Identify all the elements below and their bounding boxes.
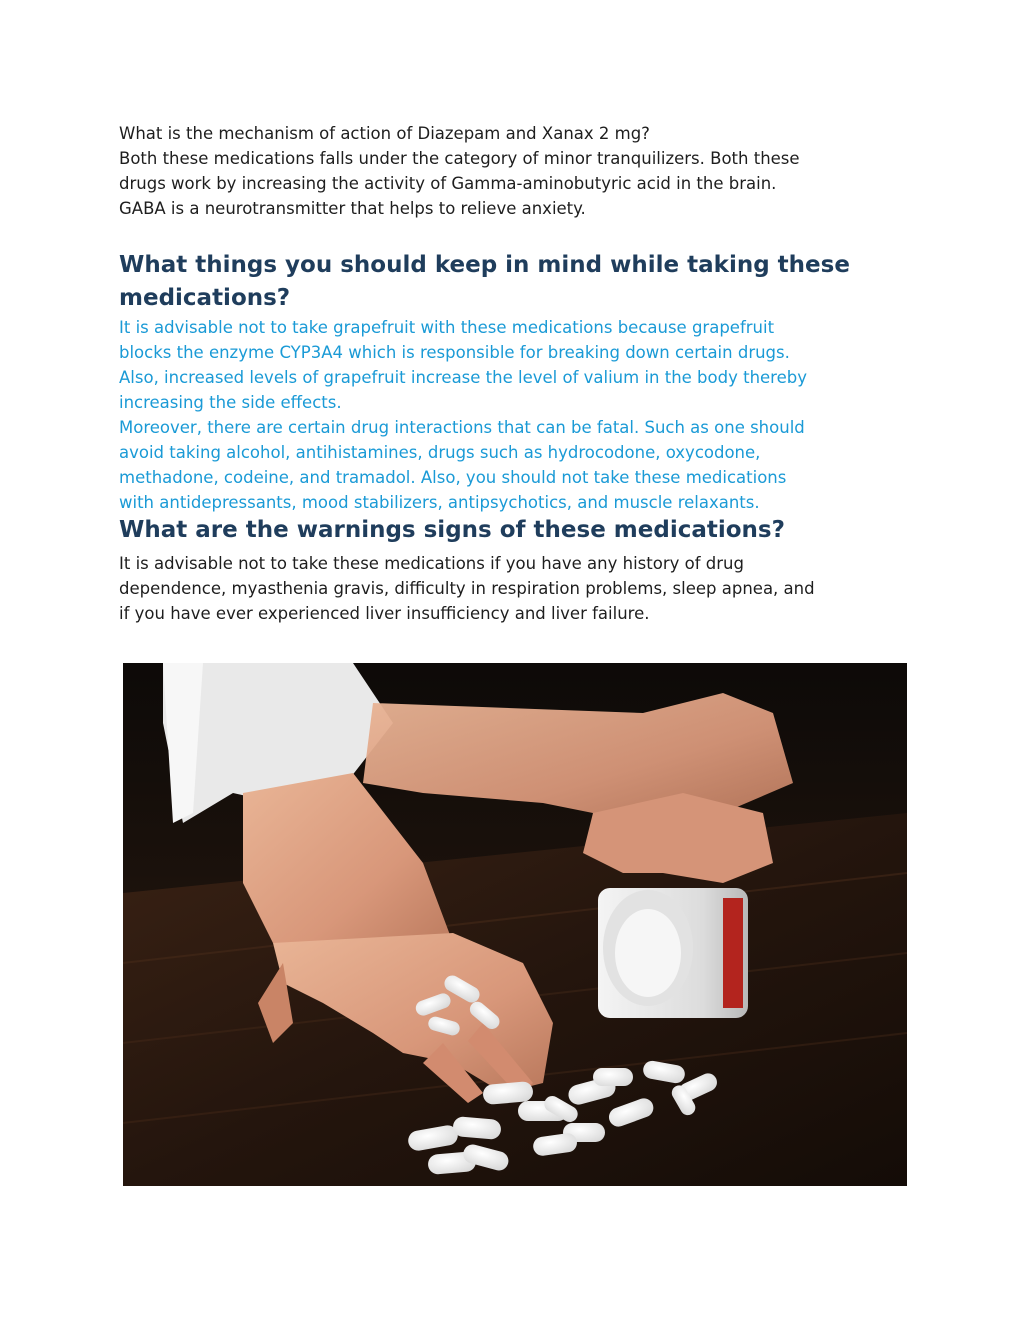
- intro-line: What is the mechanism of action of Diazepam and Xanax 2 mg?: [119, 124, 650, 143]
- section1-line: avoid taking alcohol, antihistamines, drugs such as hydrocodone, oxycodone,: [119, 443, 761, 462]
- section1-line: increasing the side effects.: [119, 393, 342, 412]
- document-page: [119, 121, 909, 626]
- section1-line: with antidepressants, mood stabilizers, antipsychotics, and muscle relaxants.: [119, 493, 760, 512]
- section2-line: It is advisable not to take these medications if you have any history of drug: [119, 554, 744, 573]
- section2-line: dependence, myasthenia gravis, difficulty in respiration problems, sleep apnea, and: [119, 579, 815, 598]
- section1-line: Moreover, there are certain drug interactions that can be fatal. Such as one should: [119, 418, 805, 437]
- section1-line: blocks the enzyme CYP3A4 which is responsible for breaking down certain drugs.: [119, 343, 790, 362]
- intro-line: GABA is a neurotransmitter that helps to relieve anxiety.: [119, 199, 586, 218]
- section2-heading: What are the warnings signs of these medications?: [119, 517, 785, 543]
- section1-heading: [119, 249, 909, 315]
- section1-line: Also, increased levels of grapefruit increase the level of valium in the body thereby: [119, 368, 807, 387]
- section2-line: if you have ever experienced liver insufficiency and liver failure.: [119, 604, 650, 623]
- intro-line: Both these medications falls under the category of minor tranquilizers. Both these: [119, 149, 800, 168]
- section1-line: It is advisable not to take grapefruit with these medications because grapefruit: [119, 318, 775, 337]
- intro-paragraph: [119, 121, 909, 221]
- section1-heading-line: medications?: [119, 285, 291, 311]
- pills-photo: [123, 663, 907, 1186]
- section2-body: [119, 551, 909, 626]
- section1-heading-line: What things you should keep in mind while taking these: [119, 252, 850, 278]
- section1-body: [119, 315, 909, 515]
- section1-line: methadone, codeine, and tramadol. Also, you should not take these medications: [119, 468, 787, 487]
- intro-line: drugs work by increasing the activity of Gamma-aminobutyric acid in the brain.: [119, 174, 777, 193]
